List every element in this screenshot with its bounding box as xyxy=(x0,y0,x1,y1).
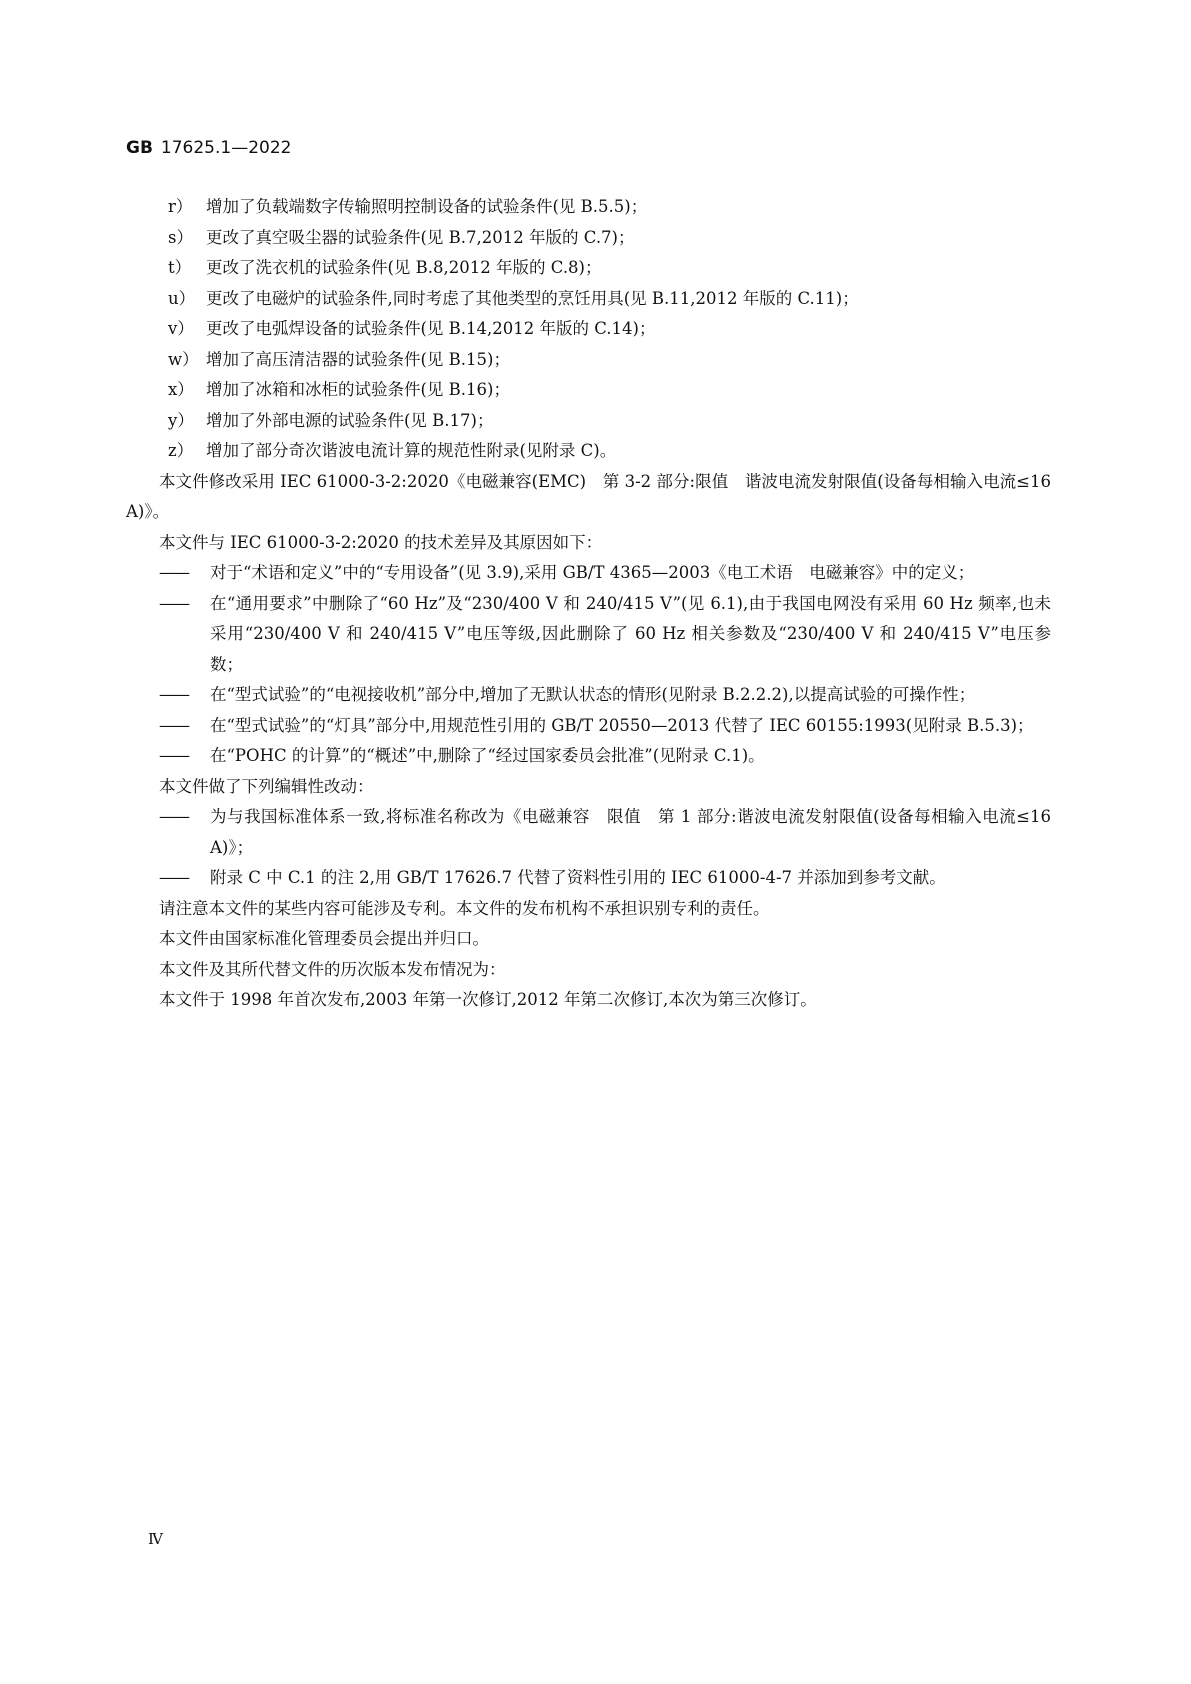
proposer-paragraph: 本文件由国家标准化管理委员会提出并归口。 xyxy=(159,929,489,948)
list-item-label: w） xyxy=(168,349,199,369)
list-item-label: y） xyxy=(168,410,194,430)
list-item-text: 对于“术语和定义”中的“专用设备”(见 3.9),采用 GB/T 4365—2003《电工术语 电磁兼容》中的定义； xyxy=(210,563,975,582)
editorial-changes-intro: 本文件做了下列编辑性改动： xyxy=(159,776,374,796)
list-item xyxy=(126,589,1051,681)
adoption-paragraph: 本文件修改采用 IEC 61000-3-2:2020《电磁兼容(EMC) 第 3-2 部分:限值 谐波电流发射限值(设备每相输入电流≤16 A)》。 xyxy=(126,471,1051,521)
dash-marker: —— xyxy=(159,807,188,826)
history-intro: 本文件及其所代替文件的历次版本发布情况为： xyxy=(159,959,506,979)
dash-marker: —— xyxy=(159,685,188,704)
editorial-changes-list xyxy=(126,802,1051,894)
list-item xyxy=(126,253,1051,284)
list-item-text: 增加了负载端数字传输照明控制设备的试验条件(见 B.5.5)； xyxy=(206,197,648,216)
list-item-text: 增加了外部电源的试验条件(见 B.17)； xyxy=(206,410,494,430)
list-item xyxy=(126,345,1051,376)
list-item xyxy=(126,314,1051,345)
list-item xyxy=(126,680,1051,711)
list-item xyxy=(126,436,1051,467)
list-item xyxy=(126,802,1051,863)
list-item xyxy=(126,406,1051,437)
page-header xyxy=(126,138,292,158)
list-item-text: 在“POHC 的计算”的“概述”中,删除了“经过国家委员会批准”(见附录 C.1)。 xyxy=(210,746,765,765)
list-item-text: 附录 C 中 C.1 的注 2,用 GB/T 17626.7 代替了资料性引用的 IEC 61000-4-7 并添加到参考文献。 xyxy=(210,868,946,887)
list-item-text: 在“型式试验”的“灯具”部分中,用规范性引用的 GB/T 20550—2013 代替了 IEC 60155:1993(见附录 B.5.3)； xyxy=(210,715,1034,735)
list-item-text: 增加了高压清洁器的试验条件(见 B.15)； xyxy=(206,349,510,369)
history-paragraph: 本文件于 1998 年首次发布,2003 年第一次修订,2012 年第二次修订,本次为第三次修订。 xyxy=(159,990,817,1009)
list-item xyxy=(126,223,1051,254)
list-item-label: s） xyxy=(168,227,193,247)
list-item-text: 增加了部分奇次谐波电流计算的规范性附录(见附录 C)。 xyxy=(206,441,617,460)
change-list xyxy=(126,192,1051,467)
technical-differences-list xyxy=(126,558,1051,772)
list-item-label: r） xyxy=(168,197,193,216)
list-item xyxy=(126,284,1051,315)
list-item xyxy=(126,863,1051,894)
list-item xyxy=(126,711,1051,742)
dash-marker: —— xyxy=(159,868,188,887)
list-item-label: v） xyxy=(168,319,194,338)
patent-notice: 请注意本文件的某些内容可能涉及专利。本文件的发布机构不承担识别专利的责任。 xyxy=(159,898,770,918)
list-item-text: 为与我国标准体系一致,将标准名称改为《电磁兼容 限值 第 1 部分:谐波电流发射限值(设备每相输入电流≤16 A)》； xyxy=(210,807,1051,857)
list-item xyxy=(126,741,1051,772)
list-item-label: u） xyxy=(168,288,196,308)
dash-marker: —— xyxy=(159,715,188,735)
page-number: Ⅳ xyxy=(148,1530,163,1548)
list-item-label: t） xyxy=(168,258,192,277)
dash-marker: —— xyxy=(159,593,188,613)
standard-number: 17625.1—2022 xyxy=(160,138,292,158)
list-item-text: 更改了洗衣机的试验条件(见 B.8,2012 年版的 C.8)； xyxy=(206,258,602,277)
list-item xyxy=(126,192,1051,223)
document-body xyxy=(126,192,1051,1016)
dash-marker: —— xyxy=(159,746,188,765)
list-item-text: 更改了电弧焊设备的试验条件(见 B.14,2012 年版的 C.14)； xyxy=(206,319,656,338)
standard-code: GB xyxy=(126,138,153,158)
dash-marker: —— xyxy=(159,563,188,582)
list-item-label: x） xyxy=(168,380,194,399)
list-item-text: 在“通用要求”中删除了“60 Hz”及“230/400 V 和 240/415 V”(见 6.1),由于我国电网没有采用 60 Hz 频率,也未采用“230/400 V 和 240/415 V”电压等级,因此删除了 60 Hz 相关参数及“230/400 V 和 240/415 V”电压参数； xyxy=(210,593,1051,674)
list-item xyxy=(126,558,1051,589)
list-item-label: z） xyxy=(168,441,194,460)
list-item xyxy=(126,375,1051,406)
list-item-text: 更改了电磁炉的试验条件,同时考虑了其他类型的烹饪用具(见 B.11,2012 年版的 C.11)； xyxy=(206,288,859,308)
list-item-text: 更改了真空吸尘器的试验条件(见 B.7,2012 年版的 C.7)； xyxy=(206,227,635,247)
technical-differences-intro: 本文件与 IEC 61000-3-2:2020 的技术差异及其原因如下： xyxy=(159,532,603,552)
list-item-text: 在“型式试验”的“电视接收机”部分中,增加了无默认状态的情形(见附录 B.2.2.2),以提高试验的可操作性； xyxy=(210,685,976,704)
list-item-text: 增加了冰箱和冰柜的试验条件(见 B.16)； xyxy=(206,380,510,399)
